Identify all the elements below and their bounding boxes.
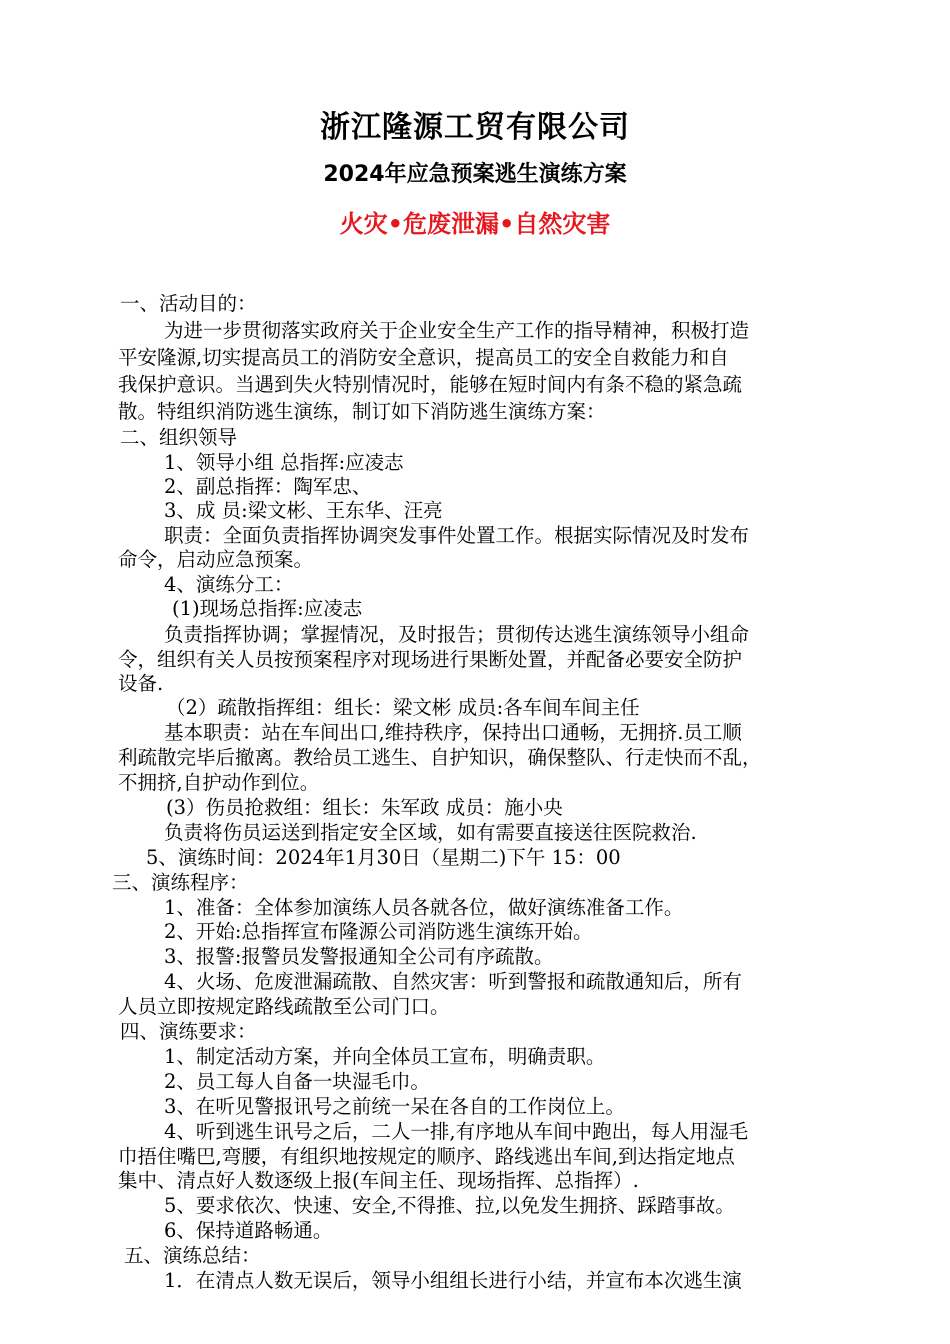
paragraph-line: 负责将伤员运送到指定安全区域，如有需要直接送往医院救治. [164,821,697,844]
paragraph-line: 2、开始:总指挥宣布隆源公司消防逃生演练开始。 [164,920,593,943]
paragraph-line: 1、制定活动方案，并向全体员工宣布，明确责职。 [164,1045,606,1068]
paragraph-line: 1．在清点人数无误后，领导小组组长进行小结，并宣布本次逃生演 [164,1269,742,1292]
paragraph-line: （2）疏散指挥组：组长：梁文彬 成员:各车间车间主任 [166,696,640,719]
paragraph-line: 3、成 员:梁文彬、王东华、汪亮 [164,499,443,522]
paragraph-line: 6、保持道路畅通。 [164,1219,333,1242]
paragraph-line: 为进一步贯彻落实政府关于企业安全生产工作的指导精神，积极打造 [164,319,750,342]
paragraph-line: 4、听到逃生讯号之后，二人一排,有序地从车间中跑出，每人用湿毛 [164,1120,749,1143]
paragraph-line: 不拥挤,自护动作到位。 [118,771,320,794]
paragraph-line: 3、报警:报警员发警报通知全公司有序疏散。 [164,945,554,968]
paragraph-line: 5、要求依次、快速、安全,不得推、拉,以免发生拥挤、踩踏事故。 [164,1194,735,1217]
paragraph-line: 我保护意识。当遇到失火特别情况时，能够在短时间内有条不稳的紧急疏 [118,373,743,396]
company-title: 浙江隆源工贸有限公司 [320,110,630,145]
paragraph-line: 设备. [118,672,164,695]
paragraph-line: 命令，启动应急预案。 [118,548,314,571]
paragraph-line: 3、在听见警报讯号之前统一呆在各自的工作岗位上。 [164,1095,625,1118]
paragraph-line: 2、副总指挥：陶军忠、 [164,475,372,498]
section-heading: 五、演练总结： [124,1244,261,1267]
paragraph-line: 4、火场、危废泄漏疏散、自然灾害：听到警报和疏散通知后，所有 [164,970,742,993]
section-heading: 一、活动目的： [120,292,257,315]
paragraph-line: 散。特组织消防逃生演练，制订如下消防逃生演练方案： [118,400,606,423]
paragraph-line: 5、演练时间：2024年1月30日（星期二)下午 15：00 [146,846,621,869]
paragraph-line: 负责指挥协调；掌握情况，及时报告；贯彻传达逃生演练领导小组命 [164,623,750,646]
paragraph-line: 职责：全面负责指挥协调突发事件处置工作。根据实际情况及时发布 [164,524,750,547]
paragraph-line: 1、准备：全体参加演练人员各就各位，做好演练准备工作。 [164,896,684,919]
paragraph-line: 基本职责：站在车间出口,维持秩序，保持出口通畅，无拥挤.员工顺 [164,721,742,744]
section-heading: 四、演练要求： [120,1020,257,1043]
paragraph-line: 平安隆源,切实提高员工的消防安全意识，提高员工的安全自救能力和自 [118,346,729,369]
paragraph-line: 人员立即按规定路线疏散至公司门口。 [118,995,450,1018]
paragraph-line: 4、演练分工： [164,573,294,596]
paragraph-line: (1)现场总指挥:应凌志 [172,597,363,620]
paragraph-line: 2、员工每人自备一块湿毛巾。 [164,1070,430,1093]
paragraph-line: 利疏散完毕后撤离。教给员工逃生、自护知识，确保整队、行走快而不乱， [118,746,762,769]
paragraph-line: 1、领导小组 总指挥:应凌志 [164,451,404,474]
scenario-subtitle: 火灾•危废泄漏•自然灾害 [339,210,611,238]
paragraph-line: (3）伤员抢救组：组长：朱军政 成员：施小央 [166,796,563,819]
paragraph-line: 令，组织有关人员按预案程序对现场进行果断处置，并配备必要安全防护 [118,648,743,671]
paragraph-line: 巾捂住嘴巴,弯腰，有组织地按规定的顺序、路线逃出车间,到达指定地点 [118,1145,735,1168]
section-heading: 二、组织领导 [120,426,238,449]
paragraph-line: 集中、清点好人数逐级上报(车间主任、现场指挥、总指挥）. [118,1169,639,1192]
section-heading: 三、演练程序： [112,871,249,894]
plan-title: 2024年应急预案逃生演练方案 [323,162,627,187]
